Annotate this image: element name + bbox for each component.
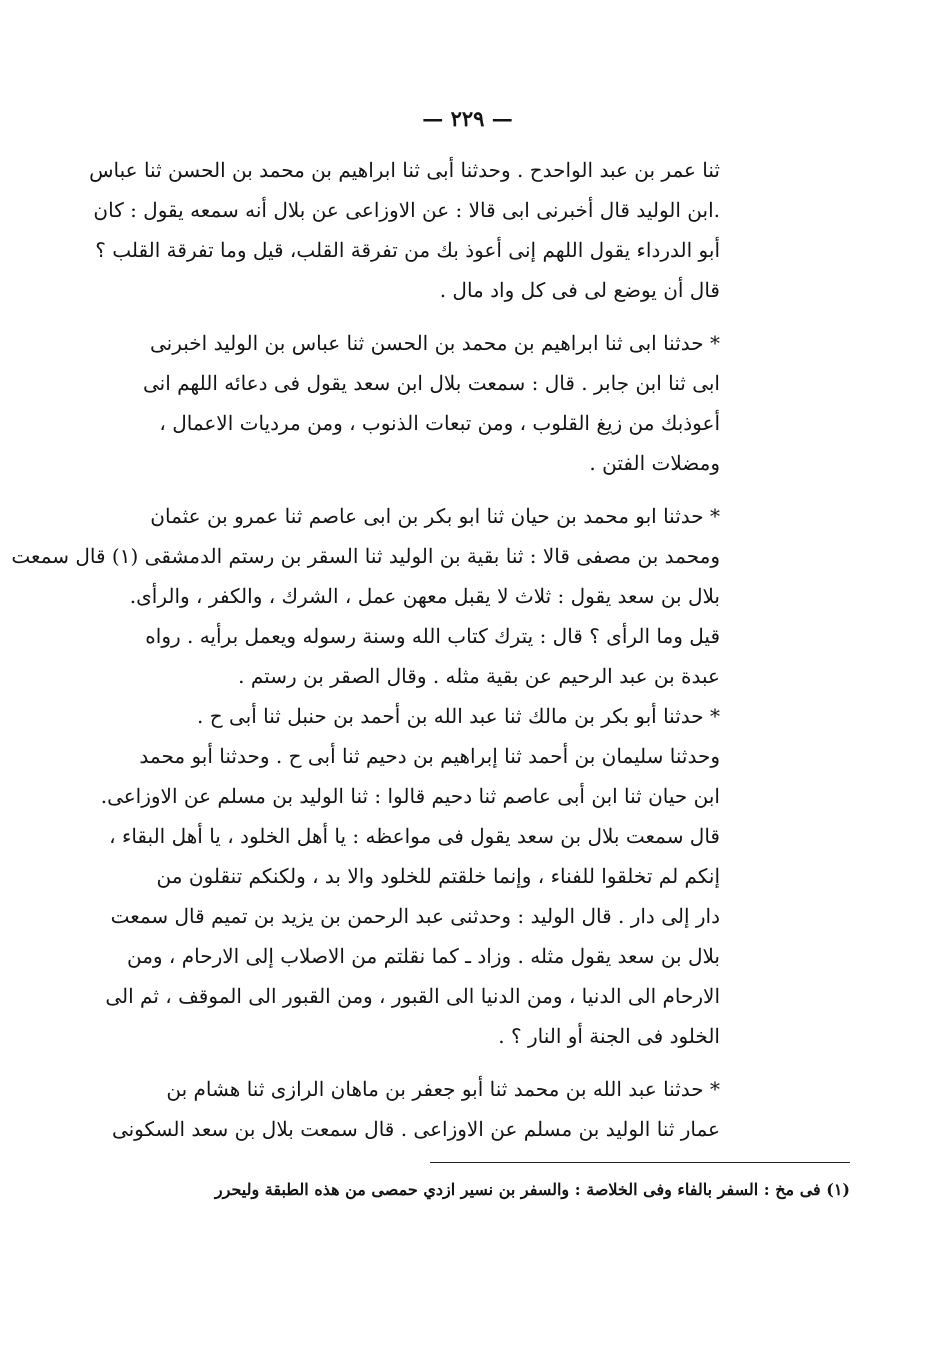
text-line: دار إلى دار . قال الوليد : وحدثنى عبد الرحمن بن يزيد بن تميم قال سمعت bbox=[110, 904, 720, 928]
text-line: ومضلات الفتن . bbox=[589, 451, 720, 475]
text-line: قال أن يوضع لى فى كل واد مال . bbox=[439, 278, 720, 302]
text-line: ثنا عمر بن عبد الواحدح . وحدثنا أبى ثنا ابراهيم بن محمد بن الحسن ثنا عباس bbox=[89, 158, 720, 182]
text-line: ابى ثنا ابن جابر . قال : سمعت بلال ابن سعد يقول فى دعائه اللهم انى bbox=[142, 371, 720, 395]
text-line: بلال بن سعد يقول : ثلاث لا يقبل معهن عمل ، الشرك ، والكفر ، والرأى. bbox=[129, 584, 720, 608]
paragraph bbox=[11, 496, 720, 696]
paragraph bbox=[142, 323, 720, 483]
text-line: قال سمعت بلال بن سعد يقول فى مواعظه : يا أهل الخلود ، يا أهل البقاء ، bbox=[109, 824, 720, 848]
text-line: * حدثنا ابى ثنا ابراهيم بن محمد بن الحسن ثنا عباس بن الوليد اخبرنى bbox=[150, 331, 720, 355]
text-line: * حدثنا أبو بكر بن مالك ثنا عبد الله بن أحمد بن حنبل ثنا أبى ح . bbox=[197, 704, 720, 728]
text-line: ومحمد بن مصفى قالا : ثنا بقية بن الوليد ثنا السقر بن رستم الدمشقى (١) قال سمعت bbox=[11, 544, 720, 568]
paragraph bbox=[89, 150, 720, 310]
page-number: — ٢٢٩ — bbox=[422, 106, 513, 131]
text-line: عمار ثنا الوليد بن مسلم عن الاوزاعى . قال سمعت بلال بن سعد السكونى bbox=[111, 1117, 720, 1141]
text-line: وحدثنا سليمان بن أحمد ثنا إبراهيم بن دحيم ثنا أبى ح . وحدثنا أبو محمد bbox=[139, 744, 720, 768]
text-line: .ابن الوليد قال أخبرنى ابى قالا : عن الاوزاعى عن بلال أنه سمعه يقول : كان bbox=[93, 198, 720, 222]
text-line: عبدة بن عبد الرحيم عن بقية مثله . وقال الصقر بن رستم . bbox=[238, 664, 720, 688]
body-text bbox=[11, 150, 720, 1149]
text-line: ابن حيان ثنا ابن أبى عاصم ثنا دحيم قالوا : ثنا الوليد بن مسلم عن الاوزاعى. bbox=[100, 784, 720, 808]
text-line: إنكم لم تخلقوا للفناء ، وإنما خلقتم للخلود والا بد ، ولكنكم تنقلون من bbox=[156, 864, 720, 888]
paragraph bbox=[100, 696, 720, 1056]
paragraph bbox=[111, 1069, 720, 1149]
text-line: الخلود فى الجنة أو النار ؟ . bbox=[498, 1024, 720, 1048]
text-line: أعوذبك من زيغ القلوب ، ومن تبعات الذنوب ، ومن مرديات الاعمال ، bbox=[159, 411, 720, 435]
text-line: بلال بن سعد يقول مثله . وزاد ـ كما نقلتم من الاصلاب إلى الارحام ، ومن bbox=[126, 944, 720, 968]
text-line: * حدثنا ابو محمد بن حيان ثنا ابو بكر بن ابى عاصم ثنا عمرو بن عثمان bbox=[150, 504, 720, 528]
footnote-divider bbox=[430, 1162, 850, 1163]
text-line: أبو الدرداء يقول اللهم إنى أعوذ بك من تفرقة القلب، قيل وما تفرقة القلب ؟ bbox=[95, 238, 720, 262]
text-line: * حدثنا عبد الله بن محمد ثنا أبو جعفر بن ماهان الرازى ثنا هشام بن bbox=[166, 1077, 720, 1101]
text-line: الارحام الى الدنيا ، ومن الدنيا الى القبور ، ومن القبور الى الموقف ، ثم الى bbox=[105, 984, 720, 1008]
text-line: قيل وما الرأى ؟ قال : يترك كتاب الله وسنة رسوله ويعمل برأيه . رواه bbox=[145, 624, 720, 648]
footnote: (١) فى مخ : السفر بالفاء وفى الخلاصة : والسفر بن نسير ازدي حمصى من هذه الطبقة وليحرر bbox=[214, 1180, 850, 1199]
